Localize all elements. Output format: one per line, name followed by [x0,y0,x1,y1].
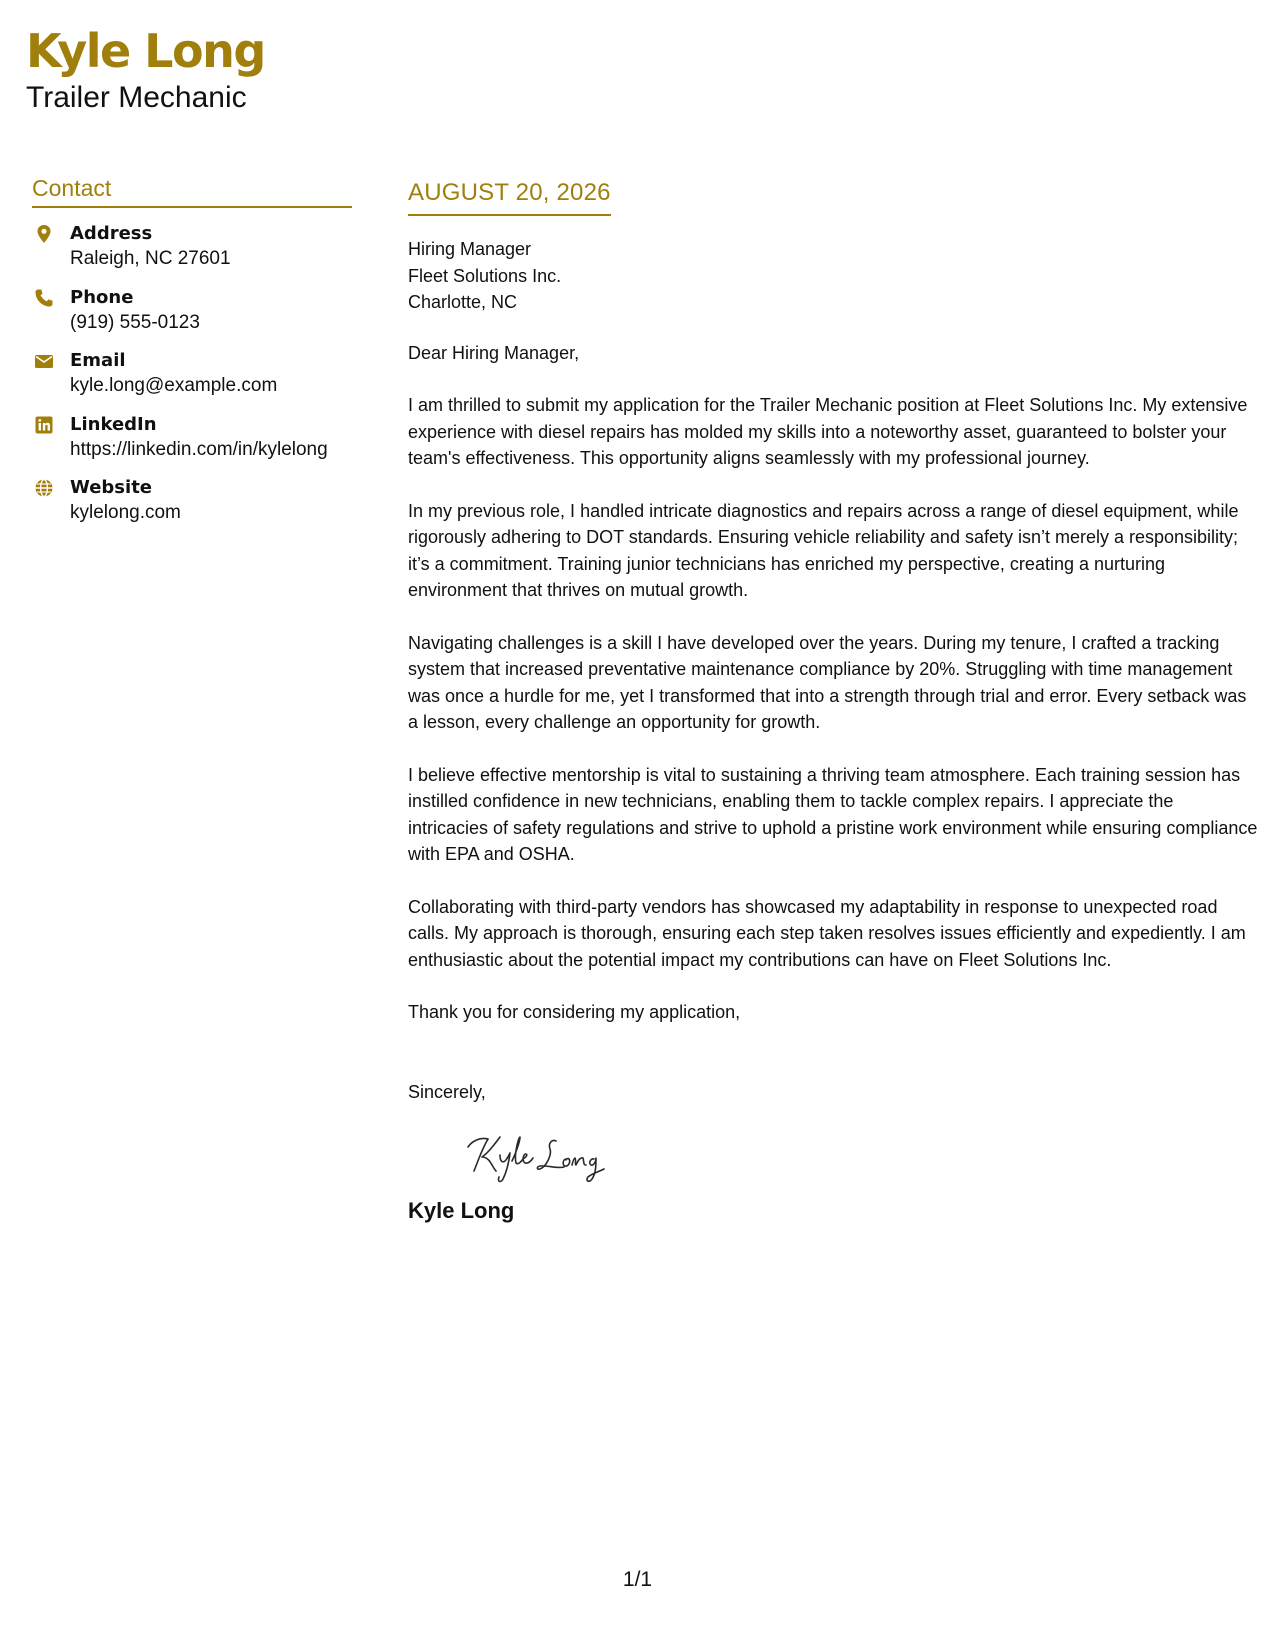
body-paragraph: In my previous role, I handled intricate diagnostics and repairs across a range of diesel equipment, while rigorously adhering to DOT standards. Ensuring vehicle reliability and safety isn’t merely a responsibility; it’s a commitment. Training junior technicians has enriched my perspective, creating a nurturing environment that thrives on mutual growth. [408,500,1239,600]
applicant-name: Kyle Long [26,24,265,78]
sign-off: Sincerely, [408,1081,486,1102]
contact-item-email [32,349,352,413]
letter-date: AUGUST 20, 2026 [408,179,611,206]
contact-item-linkedin [32,413,352,477]
recipient-line: Charlotte, NC [408,292,518,312]
page-number: 1/1 [622,1568,653,1591]
recipient-line: Fleet Solutions Inc. [408,265,562,286]
signed-name: Kyle Long [408,1198,515,1223]
envelope-icon [34,351,54,371]
contact-sidebar [32,172,352,540]
contact-label-address: Address [70,223,153,244]
phone-icon [34,288,54,308]
closing-line: Thank you for considering my application, [408,1002,741,1022]
body-paragraph: Collaborating with third-party vendors has showcased my adaptability in response to unexpected road calls. My approach is thorough, ensuring each step taken resolves issues efficiently and expediently. I am enthusiastic about the potential impact my contributions can have on Fleet Solutions Inc. [408,896,1246,970]
map-pin-icon [34,224,54,244]
body-paragraph: I believe effective mentorship is vital to sustaining a thriving team atmosphere. Each training session has instilled confidence in new technicians, enabling them to tackle complex repairs. I appreciate the intricacies of safety regulations and strive to uphold a pristine work environment while ensuring compliance with EPA and OSHA. [408,764,1258,864]
linkedin-icon [34,415,54,435]
contact-item-phone [32,286,352,350]
date-block [408,178,611,216]
phone-value: (919) 555-0123 [70,311,200,333]
recipient-line: Hiring Manager [408,239,532,259]
website-value[interactable]: kylelong.com [70,502,181,523]
globe-icon [34,478,54,498]
address-value: Raleigh, NC 27601 [70,248,231,269]
contact-label-email: Email [70,350,126,371]
contact-item-address [32,222,352,286]
linkedin-value[interactable]: https://linkedin.com/in/kylelong [70,438,328,460]
body-paragraph: Navigating challenges is a skill I have developed over the years. During my tenure, I crafted a tracking system that increased preventative maintenance compliance by 20%. Struggling with time management was once a hurdle for me, yet I transformed that into a strength through trial and error. Every setback was a lesson, every challenge an opportunity for growth. [408,632,1247,732]
email-value[interactable]: kyle.long@example.com [70,375,278,396]
letter-body [408,178,1258,1225]
header [26,22,265,116]
contact-heading: Contact [32,172,352,208]
contact-label-website: Website [70,477,153,498]
job-title: Trailer Mechanic [26,81,247,114]
body-paragraph: I am thrilled to submit my application for the Trailer Mechanic position at Fleet Solutions Inc. My extensive experience with diesel repairs has molded my skills into a noteworthy asset, guaranteed to bolster your team's effectiveness. This opportunity aligns seamlessly with my professional journey. [408,395,1248,468]
contact-item-website [32,476,352,540]
salutation: Dear Hiring Manager, [408,342,580,363]
handwritten-signature [460,1127,630,1187]
recipient-block [408,236,1258,316]
contact-label-linkedin: LinkedIn [70,413,157,435]
contact-label-phone: Phone [70,286,134,308]
